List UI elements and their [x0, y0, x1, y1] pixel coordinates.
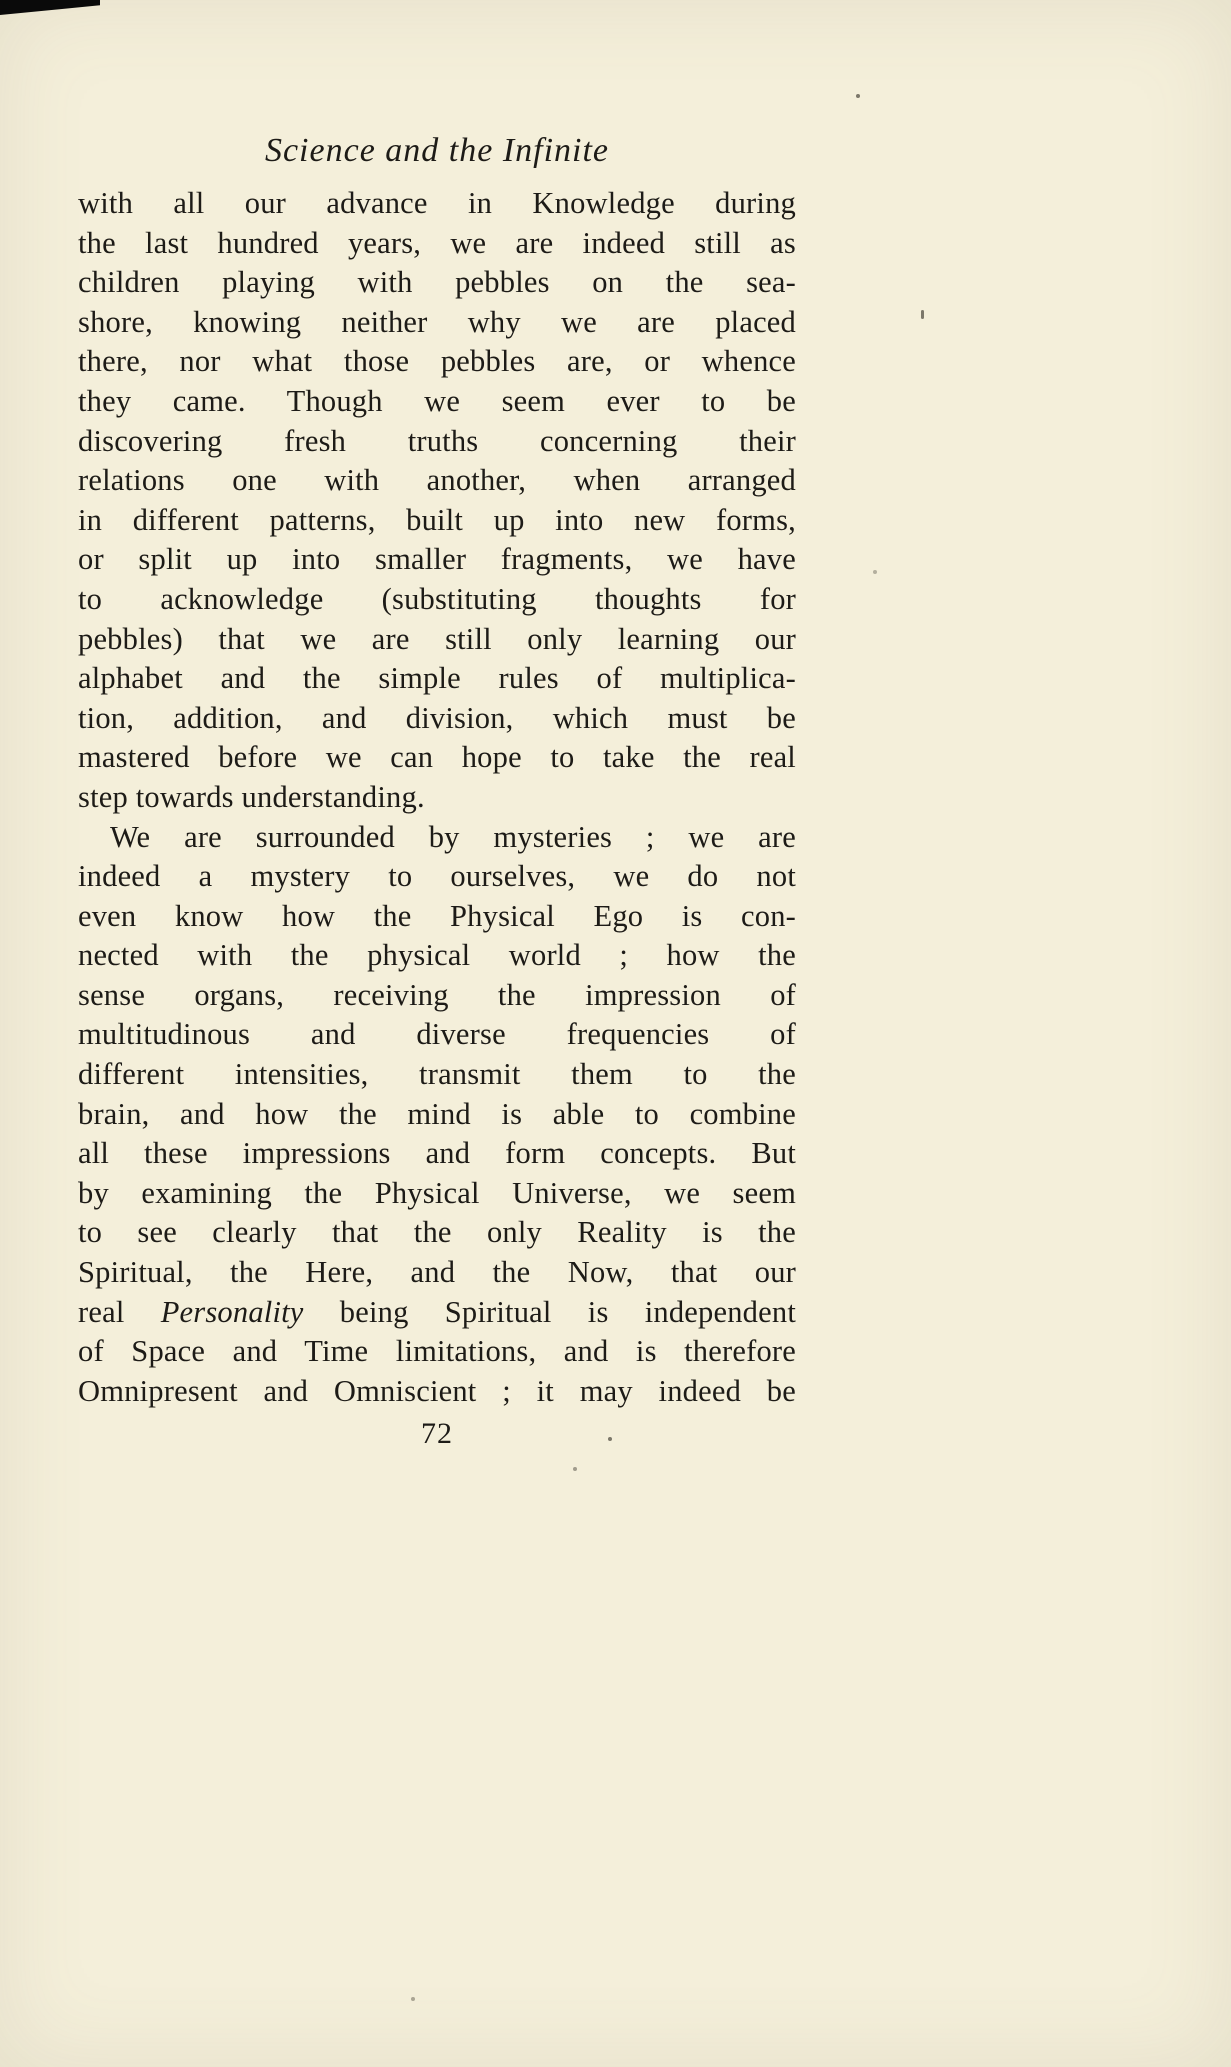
- text-column: [78, 128, 796, 1453]
- text-line: [78, 897, 796, 937]
- text-segment: or split up into smaller fragments, we have: [78, 542, 796, 577]
- text-line: [78, 699, 796, 739]
- text-line: [78, 1015, 796, 1055]
- running-head: Science and the Infinite: [264, 132, 610, 169]
- text-line: [78, 580, 796, 620]
- text-segment: nected with the physical world ; how the: [78, 938, 796, 973]
- scan-speck: [873, 570, 877, 574]
- text-line: [78, 936, 796, 976]
- text-block: [78, 184, 796, 1411]
- text-segment: Spiritual, the Here, and the Now, that our: [78, 1255, 796, 1290]
- text-line: [78, 1253, 796, 1293]
- text-segment: alphabet and the simple rules of multiplica-: [78, 661, 796, 696]
- text-segment: pebbles) that we are still only learning our: [78, 621, 796, 656]
- italic-word: Personality: [160, 1294, 304, 1329]
- scan-speck: [411, 1997, 415, 2001]
- text-segment: in different patterns, built up into new forms,: [78, 502, 796, 537]
- text-line: [78, 1134, 796, 1174]
- text-segment: even know how the Physical Ego is con-: [78, 898, 796, 933]
- text-line: [78, 1055, 796, 1095]
- text-segment: real: [78, 1294, 161, 1329]
- text-segment: discovering fresh truths concerning their: [78, 423, 796, 458]
- text-line: [78, 263, 796, 303]
- text-segment: all these impressions and form concepts. But: [78, 1136, 796, 1171]
- text-segment: brain, and how the mind is able to combine: [78, 1096, 796, 1131]
- text-segment: tion, addition, and division, which must be: [78, 700, 796, 735]
- text-line: [78, 342, 796, 382]
- text-line: [78, 184, 796, 224]
- text-segment: with all our advance in Knowledge during: [78, 186, 796, 220]
- text-segment: sense organs, receiving the impression of: [78, 977, 796, 1012]
- text-line: [78, 1372, 796, 1412]
- text-line: [78, 1095, 796, 1135]
- scan-artifact-top-left: [0, 0, 100, 15]
- scan-speck: [856, 94, 860, 98]
- text-segment: to acknowledge (substituting thoughts for: [78, 581, 796, 616]
- text-segment: mastered before we can hope to take the real: [78, 740, 796, 775]
- text-segment: by examining the Physical Universe, we seem: [78, 1175, 796, 1210]
- text-line: [78, 1332, 796, 1372]
- page-number: 72: [421, 1417, 453, 1451]
- text-line: [78, 857, 796, 897]
- text-line: [78, 461, 796, 501]
- text-line: [78, 1174, 796, 1214]
- text-line: [78, 422, 796, 462]
- text-segment: indeed a mystery to ourselves, we do not: [78, 859, 796, 894]
- text-line: [78, 818, 796, 858]
- text-segment: the last hundred years, we are indeed still as: [78, 225, 796, 260]
- text-segment: to see clearly that the only Reality is the: [78, 1215, 796, 1250]
- text-segment: relations one with another, when arranged: [78, 463, 796, 498]
- text-segment: of Space and Time limitations, and is therefore: [78, 1334, 796, 1369]
- text-segment: they came. Though we seem ever to be: [78, 383, 796, 418]
- text-segment: multitudinous and diverse frequencies of: [78, 1017, 796, 1052]
- text-segment: shore, knowing neither why we are placed: [78, 304, 796, 339]
- scan-speck: [573, 1467, 577, 1471]
- text-line: [78, 620, 796, 660]
- text-segment: children playing with pebbles on the sea-: [78, 265, 796, 300]
- text-segment: being Spiritual is independent: [303, 1294, 796, 1329]
- text-segment: step towards understanding.: [78, 779, 425, 814]
- text-line: [78, 659, 796, 699]
- text-line: [78, 976, 796, 1016]
- text-line: [78, 1213, 796, 1253]
- text-line: [78, 1293, 796, 1333]
- text-line: [78, 303, 796, 343]
- text-line: [78, 224, 796, 264]
- text-line: [78, 778, 796, 818]
- text-segment: different intensities, transmit them to the: [78, 1057, 796, 1092]
- scan-speck: [921, 310, 924, 319]
- text-line: [78, 382, 796, 422]
- text-segment: there, nor what those pebbles are, or whence: [78, 344, 796, 379]
- text-segment: Omnipresent and Omniscient ; it may indeed be: [78, 1373, 796, 1408]
- text-line: [78, 738, 796, 778]
- text-segment: We are surrounded by mysteries ; we are: [110, 819, 796, 854]
- text-line: [78, 540, 796, 580]
- text-line: [78, 501, 796, 541]
